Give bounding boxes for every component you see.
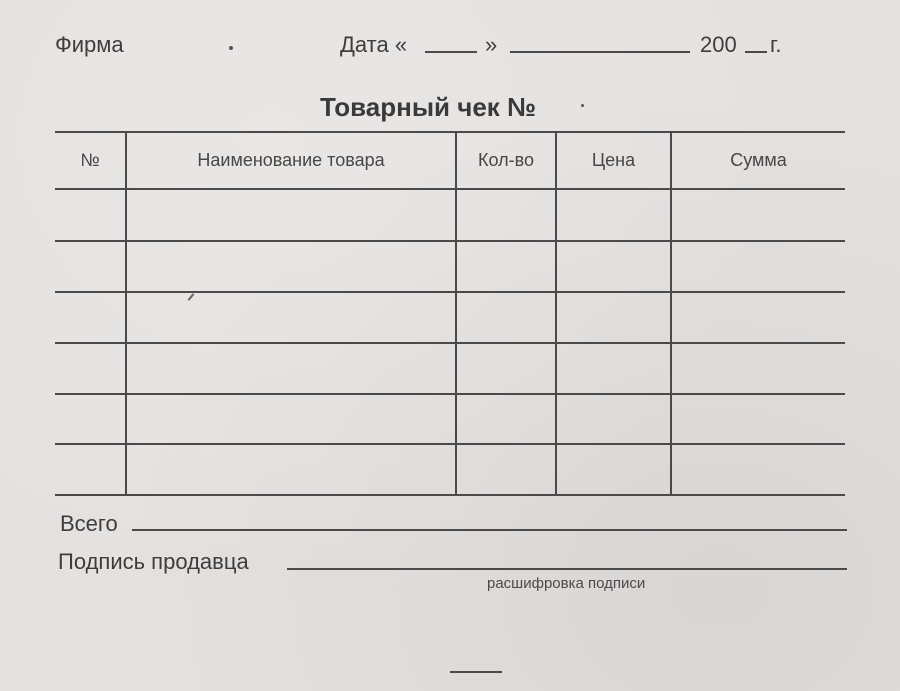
column-header-number: № — [80, 150, 100, 170]
table-border-bottom — [55, 494, 845, 496]
table-row[interactable] — [55, 242, 845, 291]
signature-field[interactable] — [287, 568, 847, 570]
date-label: Дата « — [340, 32, 408, 57]
signature-hint: расшифровка подписи — [487, 575, 646, 592]
column-header-price: Цена — [591, 150, 636, 170]
table-border-top — [55, 131, 845, 133]
year-suffix: г. — [770, 32, 782, 57]
signature-label: Подпись продавца — [58, 549, 249, 574]
column-header-name: Наименование товара — [197, 150, 385, 170]
table-row[interactable] — [55, 445, 845, 494]
date-close-quote: » — [485, 32, 498, 57]
table-row[interactable] — [55, 395, 845, 443]
total-label: Всего — [60, 511, 118, 536]
receipt-title: Товарный чек № — [320, 92, 536, 122]
table-row[interactable] — [55, 190, 845, 240]
column-header-quantity: Кол-во — [478, 150, 534, 170]
total-field[interactable] — [132, 529, 847, 531]
table-row[interactable] — [55, 344, 845, 393]
table-row[interactable] — [55, 293, 845, 342]
column-header-sum: Сумма — [730, 150, 787, 170]
firm-label: Фирма — [55, 32, 124, 57]
bottom-dash — [450, 671, 502, 673]
year-prefix: 200 — [700, 32, 737, 57]
